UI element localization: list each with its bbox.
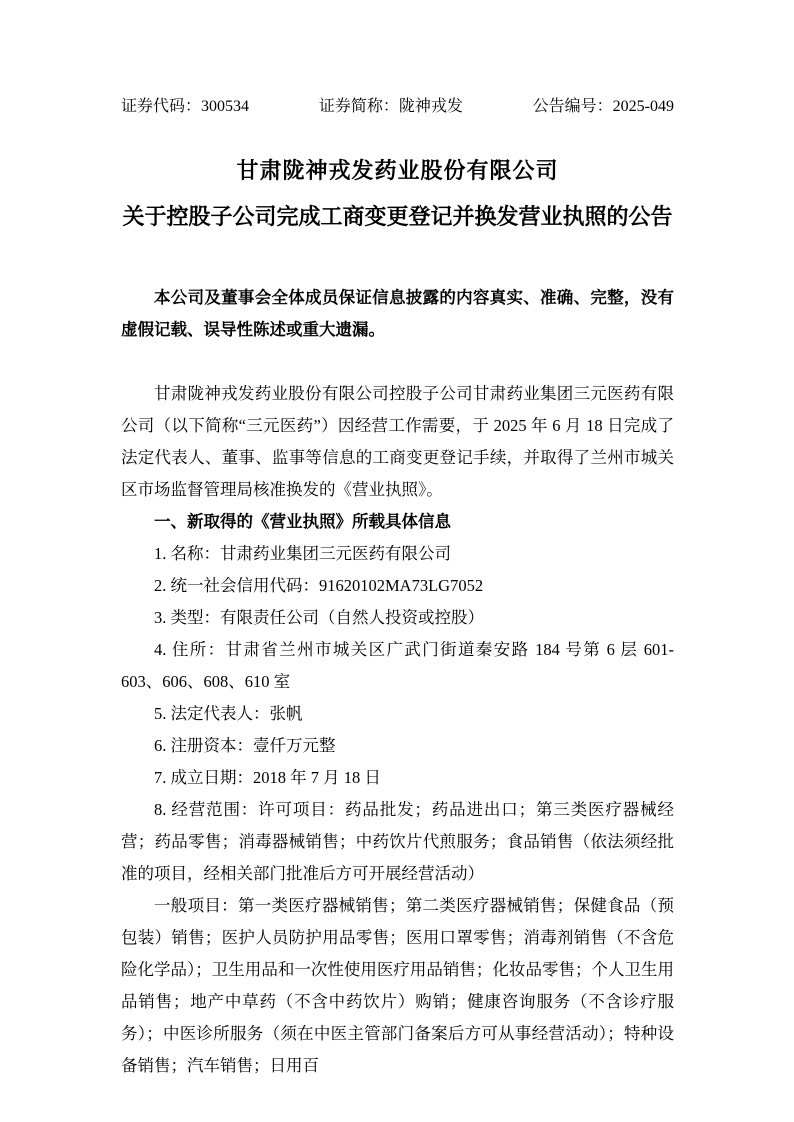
license-item-business-scope-licensed: 8. 经营范围：许可项目：药品批发；药品进出口；第三类医疗器械经营；药品零售；消毒器械销售；中药饮片代煎服务；食品销售（依法须经批准的项目，经相关部门批准后方可开展经营活动） xyxy=(121,800,674,883)
announcement-title: 关于控股子公司完成工商变更登记并换发营业执照的公告 xyxy=(122,204,673,229)
intro-paragraph: 甘肃陇神戎发药业股份有限公司控股子公司甘肃药业集团三元医药有限公司（以下简称“三元医药”）因经营工作需要，于 2025 年 6 月 18 日完成了法定代表人、董事、监事等信息的工商变更登记手续，并取得了兰州市城关区市场监督管理局核准换发的《营业执照》。 xyxy=(121,384,674,499)
section-1-heading: 一、新取得的《营业执照》所载具体信息 xyxy=(154,513,451,531)
stock-short-name: 证券简称：陇神戎发 xyxy=(318,98,463,115)
license-item-business-scope-general: 一般项目：第一类医疗器械销售；第二类医疗器械销售；保健食品（预包装）销售；医护人员防护用品零售；医用口罩零售；消毒剂销售（不含危险化学品）；卫生用品和一次性使用医疗用品销售；化妆品零售；个人卫生用品销售；地产中草药（不含中药饮片）购销；健康咨询服务（不含诊疗服务）；中医诊所服务（须在中医主管部门备案后方可从事经营活动）；特种设备销售；汽车销售；日用百 xyxy=(121,896,674,1075)
license-item-credit-code: 2. 统一社会信用代码：91620102MA73LG7052 xyxy=(154,576,484,595)
license-item-legal-representative: 5. 法定代表人：张帆 xyxy=(154,704,303,723)
license-item-address: 4. 住所：甘肃省兰州市城关区广武门街道秦安路 184 号第 6 层 601-603、606、608、610 室 xyxy=(121,640,674,691)
document-header xyxy=(121,96,674,118)
license-item-name: 1. 名称：甘肃药业集团三元医药有限公司 xyxy=(154,544,451,563)
company-title: 甘肃陇神戎发药业股份有限公司 xyxy=(236,158,559,183)
stock-code: 证券代码：300534 xyxy=(121,98,250,115)
license-item-type: 3. 类型：有限责任公司（自然人投资或控股） xyxy=(154,608,484,627)
disclaimer-paragraph: 本公司及董事会全体成员保证信息披露的内容真实、准确、完整，没有虚假记载、误导性陈述或重大遗漏。 xyxy=(121,289,674,339)
announcement-number: 公告编号：2025-049 xyxy=(532,98,674,115)
license-item-establish-date: 7. 成立日期：2018 年 7 月 18 日 xyxy=(154,768,381,787)
license-item-registered-capital: 6. 注册资本：壹仟万元整 xyxy=(154,736,336,755)
